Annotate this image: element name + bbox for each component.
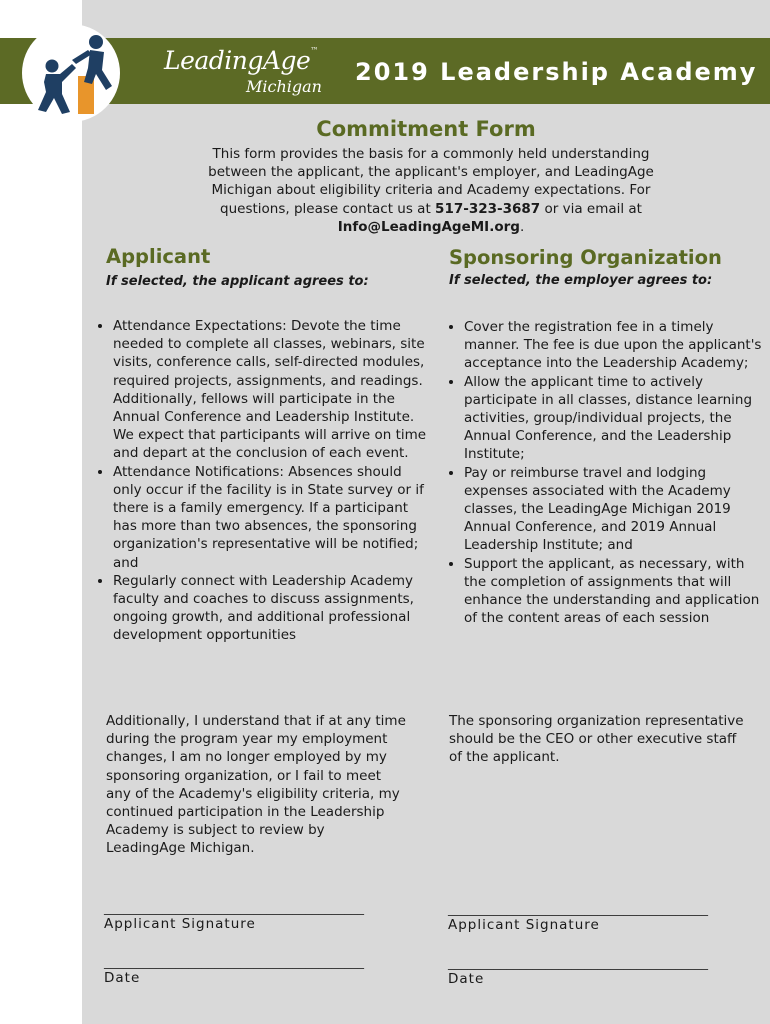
sponsor-date-line[interactable]: ________________________________________	[448, 956, 708, 971]
brand-logo	[164, 46, 324, 100]
intro-text: This form provides the basis for a commonly held understanding between the applicant, the applicant's employer, and LeadingAge Michigan about eligibility criteria and Academy expectations. For questions, please contact us at	[208, 146, 654, 217]
contact-email[interactable]: Info@LeadingAgeMI.org	[337, 218, 520, 235]
intro-email-prefix: or via email at	[540, 200, 642, 217]
list-item: • Attendance Notifications: Absences should only occur if the facility is in State survey or if there is a family emergency. If a participant has more than two absences, the sponsoring organization's representative will be notified; and	[113, 463, 433, 572]
sponsor-additional-text: The sponsoring organization representative should be the CEO or other executive staff of the applicant.	[449, 713, 744, 766]
applicant-date-label: Date	[104, 970, 141, 986]
list-item: • Pay or reimburse travel and lodging expenses associated with the Academy classes, the LeadingAge Michigan 2019 Annual Conference, and 2019 Annual Leadership Institute; and	[464, 464, 766, 555]
brand-name: LeadingAge	[164, 46, 311, 75]
sponsor-terms-list	[446, 318, 766, 627]
sponsor-date-label: Date	[448, 971, 485, 987]
applicant-terms-list	[95, 317, 433, 645]
banner-title: 2019 Leadership Academy	[355, 58, 758, 86]
logo-badge	[22, 24, 120, 122]
intro-end: .	[519, 218, 525, 235]
sponsor-heading: Sponsoring Organization	[449, 246, 722, 269]
sponsor-signature-line[interactable]: ________________________________________	[448, 902, 708, 917]
brand-trademark: ™	[310, 46, 318, 55]
brand-subtitle: Michigan	[246, 77, 322, 96]
sponsor-signature-label: Applicant Signature	[448, 917, 600, 933]
applicant-heading: Applicant	[106, 245, 211, 268]
list-item: • Support the applicant, as necessary, with the completion of assignments that will enhance the understanding and application of the content areas of each session	[464, 555, 766, 628]
climbers-helping-hand-icon	[22, 24, 120, 122]
list-item: • Regularly connect with Leadership Academy faculty and coaches to discuss assignments, ongoing growth, and additional professional development opportunities	[113, 572, 433, 645]
intro-paragraph	[205, 145, 657, 236]
applicant-signature-line[interactable]: ________________________________________	[104, 901, 364, 916]
list-item: • Allow the applicant time to actively participate in all classes, distance learning activities, group/individual projects, the Annual Conference, and the Leadership Institute;	[464, 373, 766, 464]
applicant-additional-text: Additionally, I understand that if at any time during the program year my employment changes, I am no longer employed by my sponsoring organization, or I fail to meet any of the Academy's eligibility criteria, my continued participation in the Leadership Academy is subject to review by LeadingAge Michigan.	[106, 713, 406, 857]
form-title: Commitment Form	[316, 117, 536, 141]
sponsor-subheading: If selected, the employer agrees to:	[449, 273, 713, 288]
contact-phone: 517-323-3687	[435, 200, 541, 217]
applicant-signature-label: Applicant Signature	[104, 916, 256, 932]
applicant-date-line[interactable]: ________________________________________	[104, 955, 364, 970]
list-item: • Attendance Expectations: Devote the time needed to complete all classes, webinars, site visits, conference calls, self-directed modules, required projects, assignments, and readings. Additionally, fellows will participate in the Annual Conference and Leadership Institute. We expect that participants will arrive on time and depart at the conclusion of each event.	[113, 317, 433, 463]
list-item: • Cover the registration fee in a timely manner. The fee is due upon the applicant's acceptance into the Leadership Academy;	[464, 318, 766, 373]
applicant-subheading: If selected, the applicant agrees to:	[106, 274, 369, 289]
